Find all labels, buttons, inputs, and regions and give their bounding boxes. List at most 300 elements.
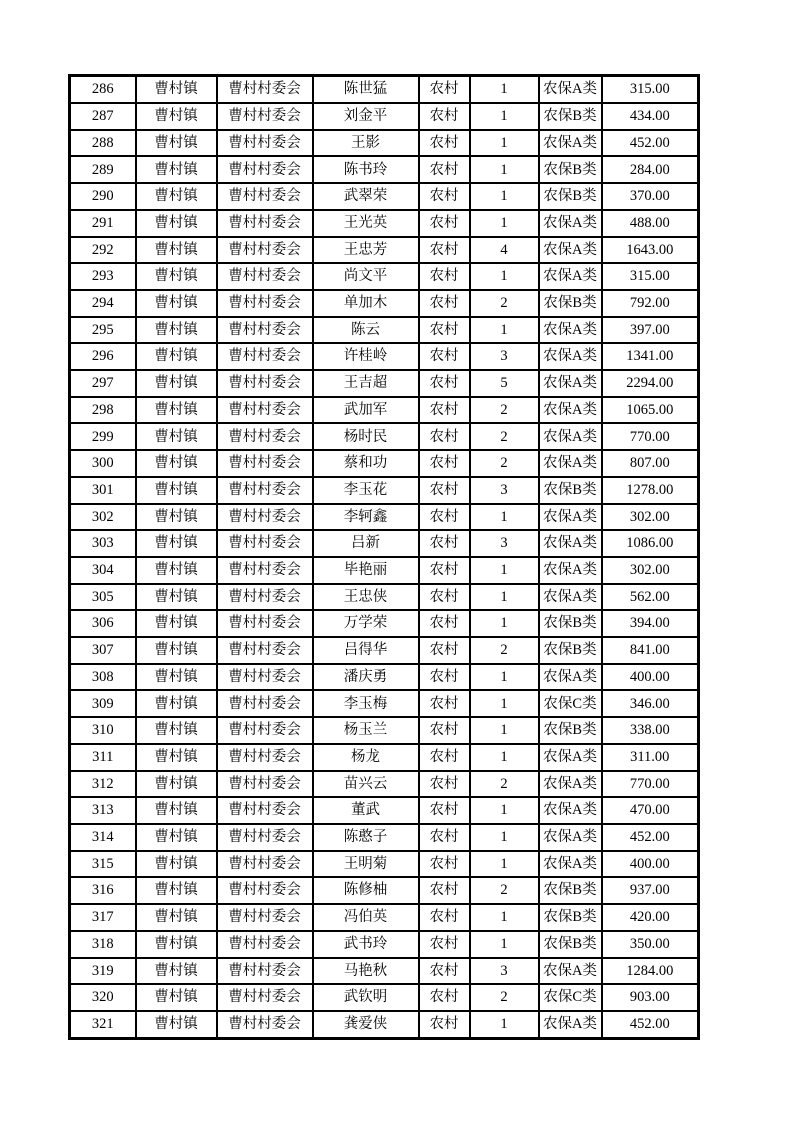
cell-no: 297: [70, 370, 136, 397]
cell-committee: 曹村村委会: [217, 664, 313, 691]
cell-type: 农村: [419, 504, 470, 531]
cell-person: 陈书玲: [313, 156, 419, 183]
cell-person: 王影: [313, 130, 419, 157]
cell-town: 曹村镇: [136, 984, 217, 1011]
cell-town: 曹村镇: [136, 610, 217, 637]
cell-count: 1: [470, 76, 539, 104]
cell-town: 曹村镇: [136, 343, 217, 370]
cell-town: 曹村镇: [136, 931, 217, 958]
cell-category: 农保A类: [539, 851, 602, 878]
cell-town: 曹村镇: [136, 584, 217, 611]
cell-person: 王光英: [313, 210, 419, 237]
cell-count: 3: [470, 530, 539, 557]
cell-town: 曹村镇: [136, 477, 217, 504]
cell-amount: 792.00: [602, 290, 699, 317]
cell-count: 2: [470, 877, 539, 904]
cell-amount: 488.00: [602, 210, 699, 237]
cell-type: 农村: [419, 317, 470, 344]
cell-town: 曹村镇: [136, 851, 217, 878]
cell-no: 298: [70, 397, 136, 424]
cell-amount: 397.00: [602, 317, 699, 344]
cell-type: 农村: [419, 1011, 470, 1039]
cell-no: 301: [70, 477, 136, 504]
cell-type: 农村: [419, 397, 470, 424]
cell-no: 313: [70, 797, 136, 824]
cell-category: 农保A类: [539, 210, 602, 237]
cell-count: 1: [470, 210, 539, 237]
cell-town: 曹村镇: [136, 530, 217, 557]
cell-person: 武翠荣: [313, 183, 419, 210]
cell-committee: 曹村村委会: [217, 237, 313, 264]
cell-town: 曹村镇: [136, 877, 217, 904]
table-row: [70, 557, 699, 584]
cell-town: 曹村镇: [136, 637, 217, 664]
cell-type: 农村: [419, 263, 470, 290]
cell-type: 农村: [419, 690, 470, 717]
cell-committee: 曹村村委会: [217, 210, 313, 237]
cell-no: 314: [70, 824, 136, 851]
cell-no: 295: [70, 317, 136, 344]
cell-type: 农村: [419, 877, 470, 904]
cell-person: 潘庆勇: [313, 664, 419, 691]
cell-type: 农村: [419, 984, 470, 1011]
cell-no: 302: [70, 504, 136, 531]
cell-count: 3: [470, 343, 539, 370]
cell-amount: 937.00: [602, 877, 699, 904]
cell-committee: 曹村村委会: [217, 610, 313, 637]
cell-type: 农村: [419, 931, 470, 958]
cell-category: 农保A类: [539, 450, 602, 477]
table-row: [70, 76, 699, 104]
cell-category: 农保B类: [539, 183, 602, 210]
cell-count: 1: [470, 584, 539, 611]
cell-town: 曹村镇: [136, 103, 217, 130]
cell-type: 农村: [419, 530, 470, 557]
cell-category: 农保B类: [539, 931, 602, 958]
cell-person: 尚文平: [313, 263, 419, 290]
cell-amount: 452.00: [602, 1011, 699, 1039]
cell-type: 农村: [419, 744, 470, 771]
cell-category: 农保A类: [539, 76, 602, 104]
cell-category: 农保A类: [539, 130, 602, 157]
cell-committee: 曹村村委会: [217, 530, 313, 557]
cell-committee: 曹村村委会: [217, 851, 313, 878]
cell-amount: 434.00: [602, 103, 699, 130]
table-body: [70, 76, 699, 1039]
subsidy-roster-table: [68, 74, 700, 1040]
table-row: [70, 877, 699, 904]
cell-town: 曹村镇: [136, 237, 217, 264]
cell-category: 农保B类: [539, 637, 602, 664]
table-row: [70, 1011, 699, 1039]
cell-type: 农村: [419, 610, 470, 637]
cell-town: 曹村镇: [136, 958, 217, 985]
cell-type: 农村: [419, 824, 470, 851]
cell-type: 农村: [419, 423, 470, 450]
cell-category: 农保A类: [539, 237, 602, 264]
cell-person: 冯伯英: [313, 904, 419, 931]
cell-person: 李轲鑫: [313, 504, 419, 531]
cell-amount: 562.00: [602, 584, 699, 611]
table-row: [70, 610, 699, 637]
cell-person: 董武: [313, 797, 419, 824]
cell-count: 1: [470, 610, 539, 637]
table-row: [70, 690, 699, 717]
cell-no: 287: [70, 103, 136, 130]
table-row: [70, 904, 699, 931]
cell-category: 农保A类: [539, 824, 602, 851]
cell-town: 曹村镇: [136, 664, 217, 691]
cell-category: 农保A类: [539, 263, 602, 290]
cell-category: 农保A类: [539, 504, 602, 531]
cell-count: 2: [470, 771, 539, 798]
cell-town: 曹村镇: [136, 797, 217, 824]
cell-no: 294: [70, 290, 136, 317]
cell-amount: 452.00: [602, 824, 699, 851]
cell-no: 312: [70, 771, 136, 798]
cell-committee: 曹村村委会: [217, 183, 313, 210]
cell-type: 农村: [419, 557, 470, 584]
cell-amount: 346.00: [602, 690, 699, 717]
table-row: [70, 210, 699, 237]
cell-no: 311: [70, 744, 136, 771]
cell-person: 单加木: [313, 290, 419, 317]
cell-committee: 曹村村委会: [217, 317, 313, 344]
cell-count: 1: [470, 1011, 539, 1039]
table-row: [70, 237, 699, 264]
cell-committee: 曹村村委会: [217, 263, 313, 290]
cell-person: 万学荣: [313, 610, 419, 637]
cell-category: 农保A类: [539, 370, 602, 397]
cell-committee: 曹村村委会: [217, 690, 313, 717]
cell-person: 武书玲: [313, 931, 419, 958]
cell-town: 曹村镇: [136, 183, 217, 210]
cell-type: 农村: [419, 584, 470, 611]
table-row: [70, 130, 699, 157]
cell-no: 316: [70, 877, 136, 904]
cell-person: 吕得华: [313, 637, 419, 664]
cell-committee: 曹村村委会: [217, 771, 313, 798]
table-row: [70, 504, 699, 531]
cell-category: 农保A类: [539, 744, 602, 771]
cell-committee: 曹村村委会: [217, 744, 313, 771]
cell-person: 武加军: [313, 397, 419, 424]
cell-town: 曹村镇: [136, 557, 217, 584]
cell-no: 321: [70, 1011, 136, 1039]
cell-person: 刘金平: [313, 103, 419, 130]
cell-type: 农村: [419, 343, 470, 370]
cell-no: 296: [70, 343, 136, 370]
cell-category: 农保A类: [539, 1011, 602, 1039]
table-row: [70, 931, 699, 958]
cell-town: 曹村镇: [136, 423, 217, 450]
cell-no: 300: [70, 450, 136, 477]
cell-no: 288: [70, 130, 136, 157]
cell-type: 农村: [419, 237, 470, 264]
table-row: [70, 717, 699, 744]
cell-committee: 曹村村委会: [217, 76, 313, 104]
cell-type: 农村: [419, 797, 470, 824]
cell-town: 曹村镇: [136, 210, 217, 237]
cell-committee: 曹村村委会: [217, 290, 313, 317]
cell-category: 农保A类: [539, 423, 602, 450]
cell-town: 曹村镇: [136, 130, 217, 157]
cell-no: 293: [70, 263, 136, 290]
cell-category: 农保B类: [539, 290, 602, 317]
cell-amount: 302.00: [602, 557, 699, 584]
cell-type: 农村: [419, 958, 470, 985]
cell-amount: 770.00: [602, 771, 699, 798]
cell-category: 农保A类: [539, 530, 602, 557]
cell-no: 303: [70, 530, 136, 557]
cell-person: 王忠芳: [313, 237, 419, 264]
table-row: [70, 370, 699, 397]
cell-count: 5: [470, 370, 539, 397]
cell-count: 1: [470, 183, 539, 210]
cell-no: 299: [70, 423, 136, 450]
cell-person: 许桂岭: [313, 343, 419, 370]
cell-town: 曹村镇: [136, 156, 217, 183]
cell-no: 319: [70, 958, 136, 985]
cell-amount: 1065.00: [602, 397, 699, 424]
cell-committee: 曹村村委会: [217, 504, 313, 531]
cell-town: 曹村镇: [136, 1011, 217, 1039]
cell-category: 农保A类: [539, 397, 602, 424]
cell-count: 1: [470, 103, 539, 130]
cell-category: 农保A类: [539, 958, 602, 985]
cell-no: 289: [70, 156, 136, 183]
table-row: [70, 797, 699, 824]
table-row: [70, 156, 699, 183]
cell-count: 1: [470, 557, 539, 584]
cell-category: 农保A类: [539, 343, 602, 370]
cell-committee: 曹村村委会: [217, 984, 313, 1011]
cell-count: 2: [470, 397, 539, 424]
cell-committee: 曹村村委会: [217, 397, 313, 424]
cell-town: 曹村镇: [136, 450, 217, 477]
cell-no: 310: [70, 717, 136, 744]
cell-person: 苗兴云: [313, 771, 419, 798]
cell-category: 农保B类: [539, 877, 602, 904]
cell-no: 290: [70, 183, 136, 210]
cell-no: 292: [70, 237, 136, 264]
cell-category: 农保B类: [539, 904, 602, 931]
cell-count: 1: [470, 317, 539, 344]
cell-count: 3: [470, 958, 539, 985]
cell-committee: 曹村村委会: [217, 103, 313, 130]
cell-category: 农保A类: [539, 771, 602, 798]
cell-committee: 曹村村委会: [217, 958, 313, 985]
cell-person: 龚爱侠: [313, 1011, 419, 1039]
cell-committee: 曹村村委会: [217, 717, 313, 744]
table-row: [70, 423, 699, 450]
cell-person: 杨玉兰: [313, 717, 419, 744]
cell-category: 农保A类: [539, 664, 602, 691]
cell-person: 武钦明: [313, 984, 419, 1011]
cell-person: 陈修柚: [313, 877, 419, 904]
table-row: [70, 450, 699, 477]
cell-category: 农保C类: [539, 690, 602, 717]
cell-no: 305: [70, 584, 136, 611]
cell-type: 农村: [419, 156, 470, 183]
cell-category: 农保A类: [539, 557, 602, 584]
cell-no: 318: [70, 931, 136, 958]
cell-amount: 807.00: [602, 450, 699, 477]
cell-committee: 曹村村委会: [217, 557, 313, 584]
cell-committee: 曹村村委会: [217, 423, 313, 450]
cell-amount: 470.00: [602, 797, 699, 824]
cell-count: 1: [470, 931, 539, 958]
table-row: [70, 477, 699, 504]
cell-type: 农村: [419, 904, 470, 931]
cell-type: 农村: [419, 76, 470, 104]
cell-person: 王吉超: [313, 370, 419, 397]
cell-amount: 1341.00: [602, 343, 699, 370]
cell-amount: 315.00: [602, 263, 699, 290]
cell-amount: 1643.00: [602, 237, 699, 264]
cell-person: 陈云: [313, 317, 419, 344]
cell-person: 杨龙: [313, 744, 419, 771]
cell-count: 1: [470, 744, 539, 771]
cell-person: 蔡和功: [313, 450, 419, 477]
cell-count: 1: [470, 824, 539, 851]
table-row: [70, 263, 699, 290]
cell-type: 农村: [419, 717, 470, 744]
cell-count: 1: [470, 263, 539, 290]
cell-category: 农保B类: [539, 477, 602, 504]
table-row: [70, 771, 699, 798]
cell-committee: 曹村村委会: [217, 824, 313, 851]
cell-count: 2: [470, 984, 539, 1011]
cell-amount: 302.00: [602, 504, 699, 531]
table-row: [70, 183, 699, 210]
cell-count: 1: [470, 504, 539, 531]
cell-person: 陈憨子: [313, 824, 419, 851]
cell-type: 农村: [419, 851, 470, 878]
cell-category: 农保B类: [539, 610, 602, 637]
cell-count: 1: [470, 130, 539, 157]
cell-type: 农村: [419, 477, 470, 504]
table-row: [70, 851, 699, 878]
cell-committee: 曹村村委会: [217, 130, 313, 157]
cell-category: 农保B类: [539, 156, 602, 183]
cell-count: 1: [470, 156, 539, 183]
cell-person: 吕新: [313, 530, 419, 557]
cell-town: 曹村镇: [136, 824, 217, 851]
table-row: [70, 530, 699, 557]
cell-town: 曹村镇: [136, 744, 217, 771]
cell-no: 317: [70, 904, 136, 931]
cell-person: 马艳秋: [313, 958, 419, 985]
cell-count: 1: [470, 690, 539, 717]
cell-amount: 1284.00: [602, 958, 699, 985]
cell-amount: 350.00: [602, 931, 699, 958]
table-row: [70, 744, 699, 771]
cell-count: 2: [470, 450, 539, 477]
table-row: [70, 824, 699, 851]
cell-person: 王明菊: [313, 851, 419, 878]
cell-type: 农村: [419, 370, 470, 397]
table-row: [70, 584, 699, 611]
cell-amount: 841.00: [602, 637, 699, 664]
cell-town: 曹村镇: [136, 771, 217, 798]
cell-no: 291: [70, 210, 136, 237]
cell-no: 308: [70, 664, 136, 691]
cell-no: 315: [70, 851, 136, 878]
cell-amount: 284.00: [602, 156, 699, 183]
cell-amount: 903.00: [602, 984, 699, 1011]
cell-count: 2: [470, 423, 539, 450]
cell-no: 286: [70, 76, 136, 104]
cell-no: 304: [70, 557, 136, 584]
cell-type: 农村: [419, 210, 470, 237]
cell-committee: 曹村村委会: [217, 370, 313, 397]
cell-type: 农村: [419, 183, 470, 210]
cell-committee: 曹村村委会: [217, 343, 313, 370]
cell-type: 农村: [419, 637, 470, 664]
cell-type: 农村: [419, 290, 470, 317]
cell-committee: 曹村村委会: [217, 931, 313, 958]
table-row: [70, 317, 699, 344]
cell-town: 曹村镇: [136, 397, 217, 424]
cell-type: 农村: [419, 450, 470, 477]
cell-person: 毕艳丽: [313, 557, 419, 584]
cell-town: 曹村镇: [136, 504, 217, 531]
cell-category: 农保C类: [539, 984, 602, 1011]
cell-amount: 311.00: [602, 744, 699, 771]
cell-person: 李玉梅: [313, 690, 419, 717]
cell-no: 320: [70, 984, 136, 1011]
cell-committee: 曹村村委会: [217, 904, 313, 931]
cell-category: 农保A类: [539, 317, 602, 344]
cell-amount: 338.00: [602, 717, 699, 744]
cell-committee: 曹村村委会: [217, 477, 313, 504]
table-row: [70, 664, 699, 691]
table-row: [70, 984, 699, 1011]
cell-no: 309: [70, 690, 136, 717]
cell-count: 2: [470, 637, 539, 664]
table-row: [70, 397, 699, 424]
cell-amount: 452.00: [602, 130, 699, 157]
cell-count: 4: [470, 237, 539, 264]
table-row: [70, 343, 699, 370]
cell-town: 曹村镇: [136, 263, 217, 290]
cell-town: 曹村镇: [136, 690, 217, 717]
cell-amount: 2294.00: [602, 370, 699, 397]
cell-count: 1: [470, 904, 539, 931]
cell-committee: 曹村村委会: [217, 797, 313, 824]
cell-count: 2: [470, 290, 539, 317]
table-row: [70, 290, 699, 317]
cell-amount: 1086.00: [602, 530, 699, 557]
cell-amount: 400.00: [602, 664, 699, 691]
cell-amount: 315.00: [602, 76, 699, 104]
cell-person: 陈世猛: [313, 76, 419, 104]
cell-town: 曹村镇: [136, 290, 217, 317]
cell-type: 农村: [419, 103, 470, 130]
cell-amount: 770.00: [602, 423, 699, 450]
cell-count: 1: [470, 664, 539, 691]
cell-committee: 曹村村委会: [217, 450, 313, 477]
cell-count: 1: [470, 797, 539, 824]
cell-type: 农村: [419, 664, 470, 691]
cell-no: 307: [70, 637, 136, 664]
cell-no: 306: [70, 610, 136, 637]
cell-committee: 曹村村委会: [217, 1011, 313, 1039]
cell-amount: 370.00: [602, 183, 699, 210]
cell-committee: 曹村村委会: [217, 637, 313, 664]
cell-amount: 420.00: [602, 904, 699, 931]
